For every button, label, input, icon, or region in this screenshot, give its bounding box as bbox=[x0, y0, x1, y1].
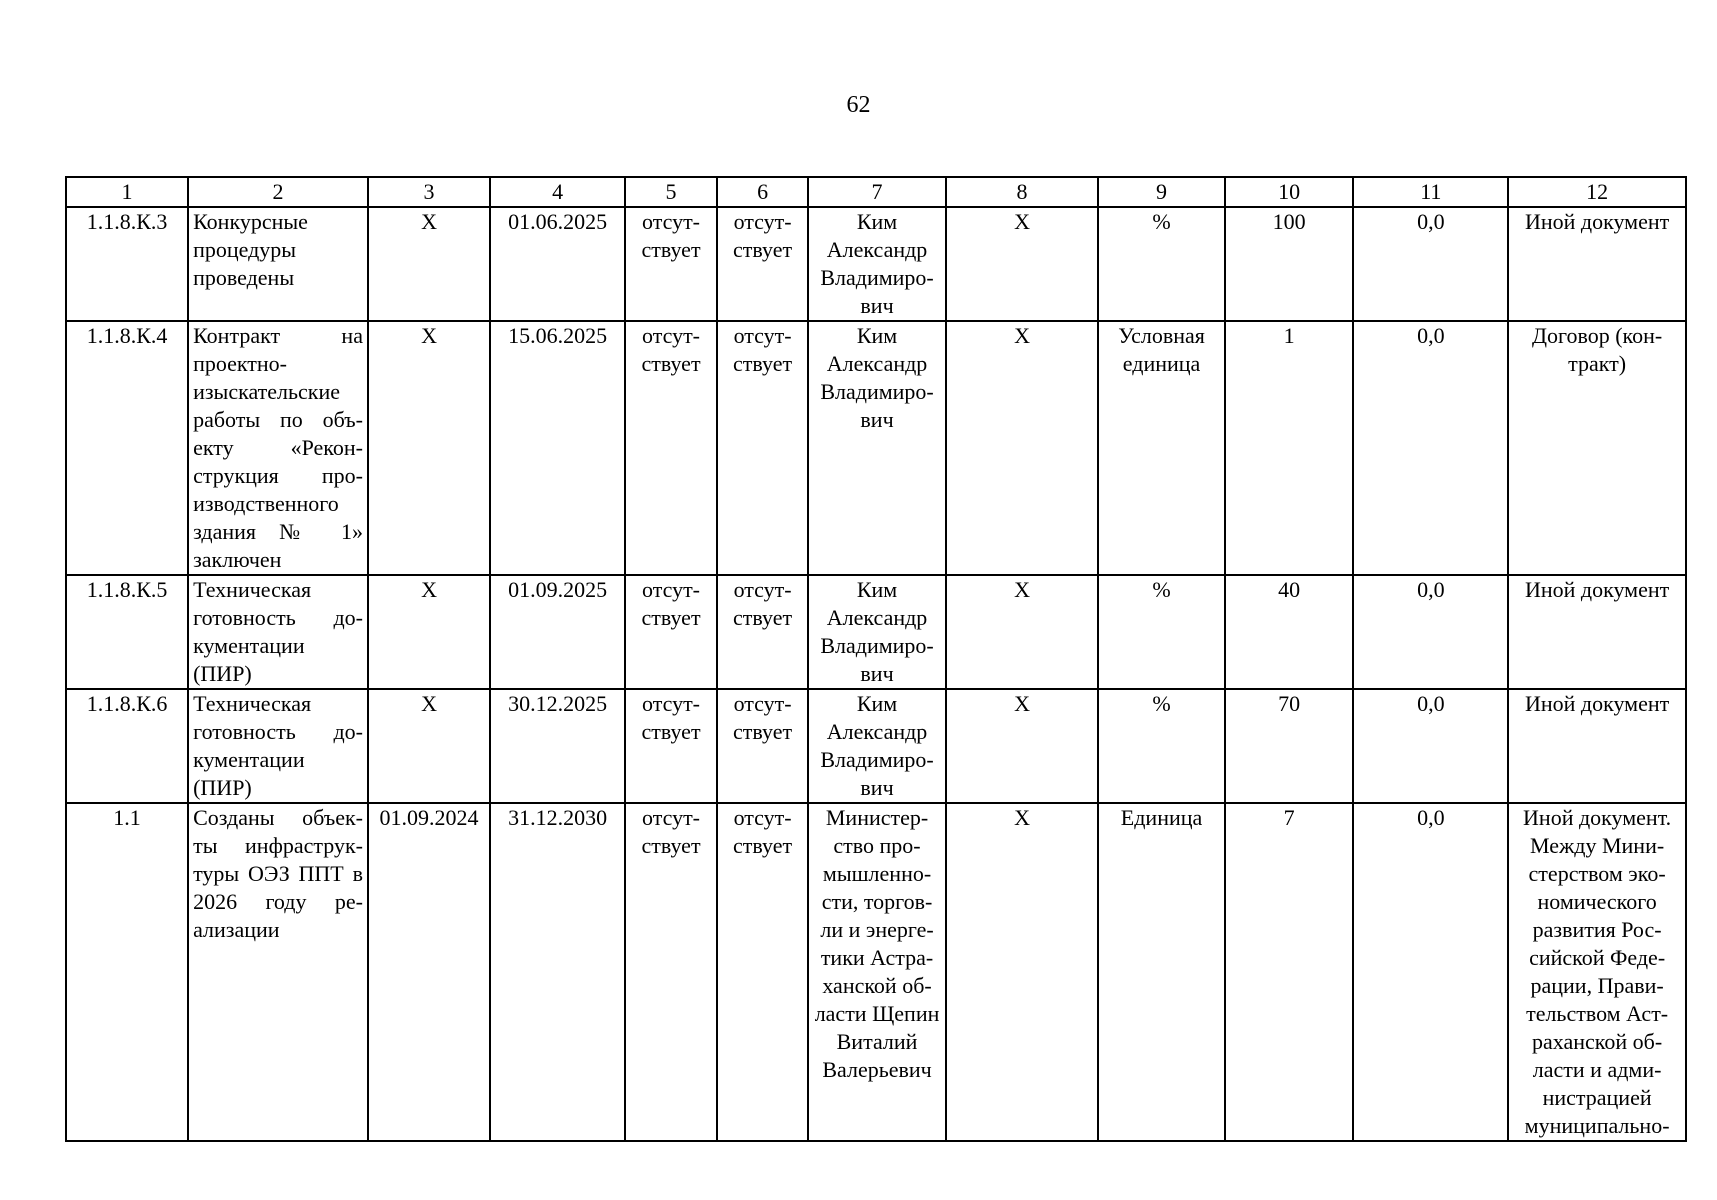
column-header: 5 bbox=[625, 177, 717, 207]
cell-code: 1.1 bbox=[66, 803, 188, 1141]
table-row bbox=[66, 575, 1686, 689]
cell-name: Конкурсные процедуры проведены bbox=[188, 207, 368, 321]
column-header: 7 bbox=[808, 177, 945, 207]
cell-document: Иной документ bbox=[1508, 207, 1686, 321]
table-row bbox=[66, 803, 1686, 1141]
cell-col8: X bbox=[946, 575, 1099, 689]
column-header: 12 bbox=[1508, 177, 1686, 207]
cell-col8: X bbox=[946, 689, 1099, 803]
cell-code: 1.1.8.К.6 bbox=[66, 689, 188, 803]
column-header: 10 bbox=[1225, 177, 1354, 207]
plan-table bbox=[65, 176, 1687, 1142]
cell-unit: Единица bbox=[1098, 803, 1224, 1141]
column-header: 6 bbox=[717, 177, 809, 207]
cell-document: Иной документ bbox=[1508, 689, 1686, 803]
cell-col4: 31.12.2030 bbox=[490, 803, 625, 1141]
cell-value: 1 bbox=[1225, 321, 1354, 575]
cell-responsible: Ким Александр Владимиро-вич bbox=[808, 689, 945, 803]
column-header: 3 bbox=[368, 177, 490, 207]
cell-col4: 30.12.2025 bbox=[490, 689, 625, 803]
cell-col4: 15.06.2025 bbox=[490, 321, 625, 575]
table-row bbox=[66, 321, 1686, 575]
cell-col6: отсут-ствует bbox=[717, 575, 809, 689]
cell-amount: 0,0 bbox=[1353, 207, 1508, 321]
cell-unit: % bbox=[1098, 689, 1224, 803]
cell-col5: отсут-ствует bbox=[625, 575, 717, 689]
cell-code: 1.1.8.К.5 bbox=[66, 575, 188, 689]
cell-code: 1.1.8.К.4 bbox=[66, 321, 188, 575]
cell-amount: 0,0 bbox=[1353, 575, 1508, 689]
table-header-row bbox=[66, 177, 1686, 207]
cell-name: Техническая готовность до-кументации (ПИР) bbox=[188, 575, 368, 689]
column-header: 4 bbox=[490, 177, 625, 207]
cell-col3: X bbox=[368, 689, 490, 803]
cell-unit: Условная единица bbox=[1098, 321, 1224, 575]
cell-amount: 0,0 bbox=[1353, 321, 1508, 575]
cell-responsible: Ким Александр Владимиро-вич bbox=[808, 575, 945, 689]
column-header: 8 bbox=[946, 177, 1099, 207]
cell-value: 100 bbox=[1225, 207, 1354, 321]
cell-document: Иной документ. Между Мини-стерством эко-номического развития Рос-сийской Феде-рации, Прави-тельством Аст-раханской об-ласти и адми-нистрацией муниципально- bbox=[1508, 803, 1686, 1141]
cell-col4: 01.09.2025 bbox=[490, 575, 625, 689]
cell-col5: отсут-ствует bbox=[625, 803, 717, 1141]
cell-responsible: Министер-ство про-мышленно-сти, торгов-ли и энерге-тики Астра-ханской об-ласти Щепин Виталий Валерьевич bbox=[808, 803, 945, 1141]
cell-col8: X bbox=[946, 207, 1099, 321]
cell-col6: отсут-ствует bbox=[717, 207, 809, 321]
cell-col8: X bbox=[946, 803, 1099, 1141]
cell-value: 40 bbox=[1225, 575, 1354, 689]
cell-col3: X bbox=[368, 575, 490, 689]
cell-col5: отсут-ствует bbox=[625, 321, 717, 575]
column-header: 11 bbox=[1353, 177, 1508, 207]
cell-amount: 0,0 bbox=[1353, 803, 1508, 1141]
cell-col3: 01.09.2024 bbox=[368, 803, 490, 1141]
cell-col4: 01.06.2025 bbox=[490, 207, 625, 321]
column-header: 2 bbox=[188, 177, 368, 207]
table-row bbox=[66, 689, 1686, 803]
column-header: 9 bbox=[1098, 177, 1224, 207]
cell-col5: отсут-ствует bbox=[625, 207, 717, 321]
cell-col5: отсут-ствует bbox=[625, 689, 717, 803]
cell-col6: отсут-ствует bbox=[717, 321, 809, 575]
cell-document: Иной документ bbox=[1508, 575, 1686, 689]
cell-name: Контракт на проектно-изыскательские работы по объ-екту «Рекон-струкция про-изводственного здания № 1» заключен bbox=[188, 321, 368, 575]
cell-col3: X bbox=[368, 321, 490, 575]
cell-col6: отсут-ствует bbox=[717, 689, 809, 803]
cell-col3: X bbox=[368, 207, 490, 321]
cell-name: Техническая готовность до-кументации (ПИР) bbox=[188, 689, 368, 803]
page-number: 62 bbox=[846, 92, 871, 118]
cell-responsible: Ким Александр Владимиро-вич bbox=[808, 207, 945, 321]
cell-code: 1.1.8.К.3 bbox=[66, 207, 188, 321]
cell-name: Созданы объек-ты инфраструк-туры ОЭЗ ППТ в 2026 году ре-ализации bbox=[188, 803, 368, 1141]
cell-unit: % bbox=[1098, 207, 1224, 321]
cell-value: 7 bbox=[1225, 803, 1354, 1141]
column-header: 1 bbox=[66, 177, 188, 207]
cell-unit: % bbox=[1098, 575, 1224, 689]
cell-col6: отсут-ствует bbox=[717, 803, 809, 1141]
cell-value: 70 bbox=[1225, 689, 1354, 803]
table-row bbox=[66, 207, 1686, 321]
cell-amount: 0,0 bbox=[1353, 689, 1508, 803]
cell-col8: X bbox=[946, 321, 1099, 575]
cell-document: Договор (кон-тракт) bbox=[1508, 321, 1686, 575]
cell-responsible: Ким Александр Владимиро-вич bbox=[808, 321, 945, 575]
